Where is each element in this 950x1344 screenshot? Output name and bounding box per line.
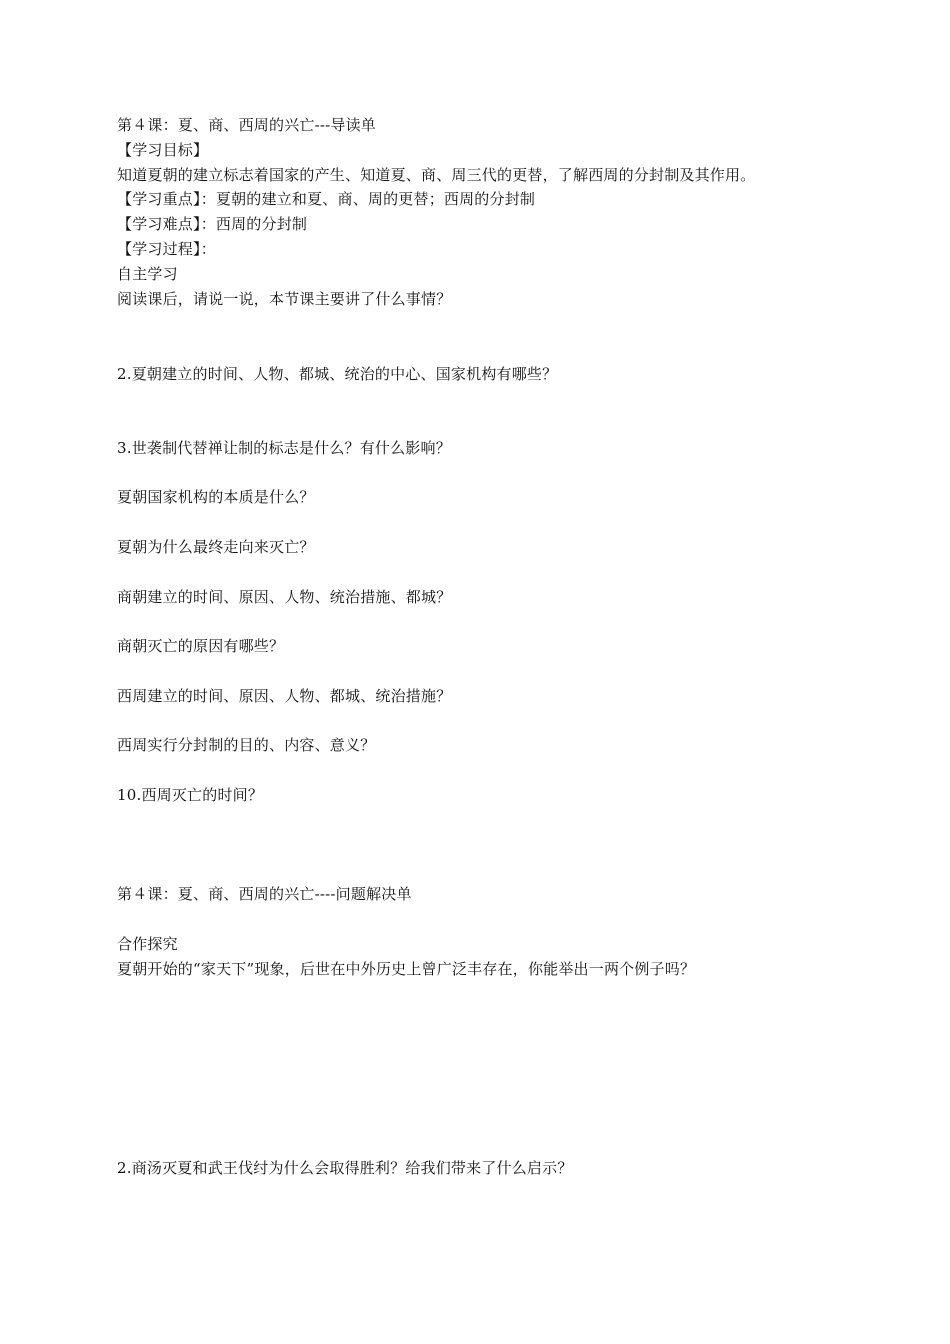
problem-question-1: 夏朝开始的“家天下”现象，后世在中外历史上曾广泛丰存在，你能举出一两个例子吗？: [117, 960, 696, 978]
process-heading: 【学习过程】：: [117, 240, 216, 258]
cooperative-heading: 合作探究: [117, 935, 178, 953]
objective-heading: 【学习目标】: [117, 141, 209, 159]
guide-question-1: 阅读课后，请说一说，本节课主要讲了什么事情？: [117, 290, 452, 308]
guide-question-7: 商朝灭亡的原因有哪些？: [117, 637, 285, 655]
guide-question-9: 西周实行分封制的目的、内容、意义？: [117, 736, 376, 754]
guide-question-6: 商朝建立的时间、原因、人物、统治措施、都城？: [117, 588, 452, 606]
guide-question-5: 夏朝为什么最终走向来灭亡？: [117, 538, 315, 556]
problem-title: 第４课：夏、商、西周的兴亡----问题解决单: [117, 885, 412, 903]
guide-question-3: 3.世袭制代替禅让制的标志是什么？有什么影响？: [117, 439, 451, 457]
guide-title: 第４课：夏、商、西周的兴亡---导读单: [117, 116, 377, 134]
objective-text: 知道夏朝的建立标志着国家的产生、知道夏、商、周三代的更替，了解西周的分封制及其作用。: [117, 166, 756, 184]
self-study-heading: 自主学习: [117, 265, 178, 283]
guide-question-4: 夏朝国家机构的本质是什么？: [117, 488, 315, 506]
guide-question-10: 10.西周灭亡的时间？: [117, 786, 264, 804]
key-point: 【学习重点】：夏朝的建立和夏、商、周的更替；西周的分封制: [117, 190, 536, 208]
difficult-point: 【学习难点】：西周的分封制: [117, 215, 308, 233]
guide-question-2: 2.夏朝建立的时间、人物、都城、统治的中心、国家机构有哪些？: [117, 365, 558, 383]
problem-question-2: 2.商汤灭夏和武王伐纣为什么会取得胜利？给我们带来了什么启示？: [117, 1159, 573, 1177]
guide-question-8: 西周建立的时间、原因、人物、都城、统治措施？: [117, 687, 452, 705]
